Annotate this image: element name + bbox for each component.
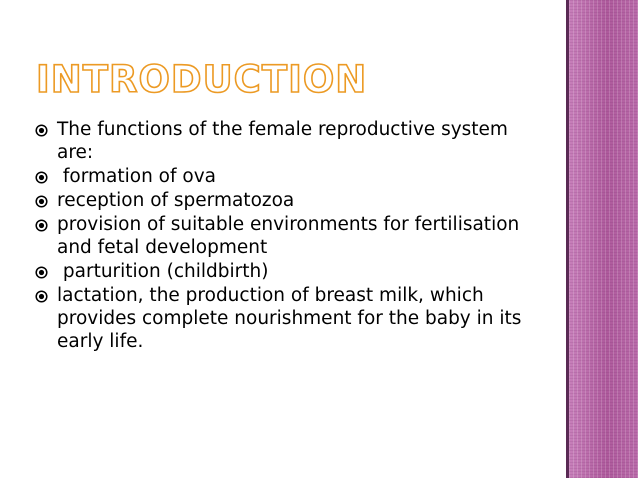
bullet-text: lactation, the production of breast milk, which provides complete nourishment for the baby in its early life. <box>57 285 522 352</box>
bullet-text: formation of ova <box>57 166 216 187</box>
slide-title: INTRODUCTION <box>36 58 368 101</box>
bullet-list <box>33 118 545 354</box>
circled-dot-bullet-icon <box>35 124 48 137</box>
bullet-text: The functions of the female reproductive system are: <box>57 119 508 163</box>
circled-dot-bullet-icon <box>35 266 48 279</box>
bullet-item <box>33 284 545 353</box>
bullet-text: reception of spermatozoa <box>57 190 295 211</box>
circled-dot-bullet-icon <box>35 219 48 232</box>
bullet-item <box>33 213 545 259</box>
bullet-item <box>33 260 545 283</box>
bullet-text: provision of suitable environments for fertilisation and fetal development <box>57 214 520 258</box>
circled-dot-bullet-icon <box>35 171 48 184</box>
circled-dot-bullet-icon <box>35 290 48 303</box>
circled-dot-bullet-icon <box>35 195 48 208</box>
bullet-item <box>33 189 545 212</box>
decorative-side-band <box>569 0 638 478</box>
bullet-item <box>33 165 545 188</box>
bullet-item <box>33 118 545 164</box>
bullet-text: parturition (childbirth) <box>57 261 269 282</box>
